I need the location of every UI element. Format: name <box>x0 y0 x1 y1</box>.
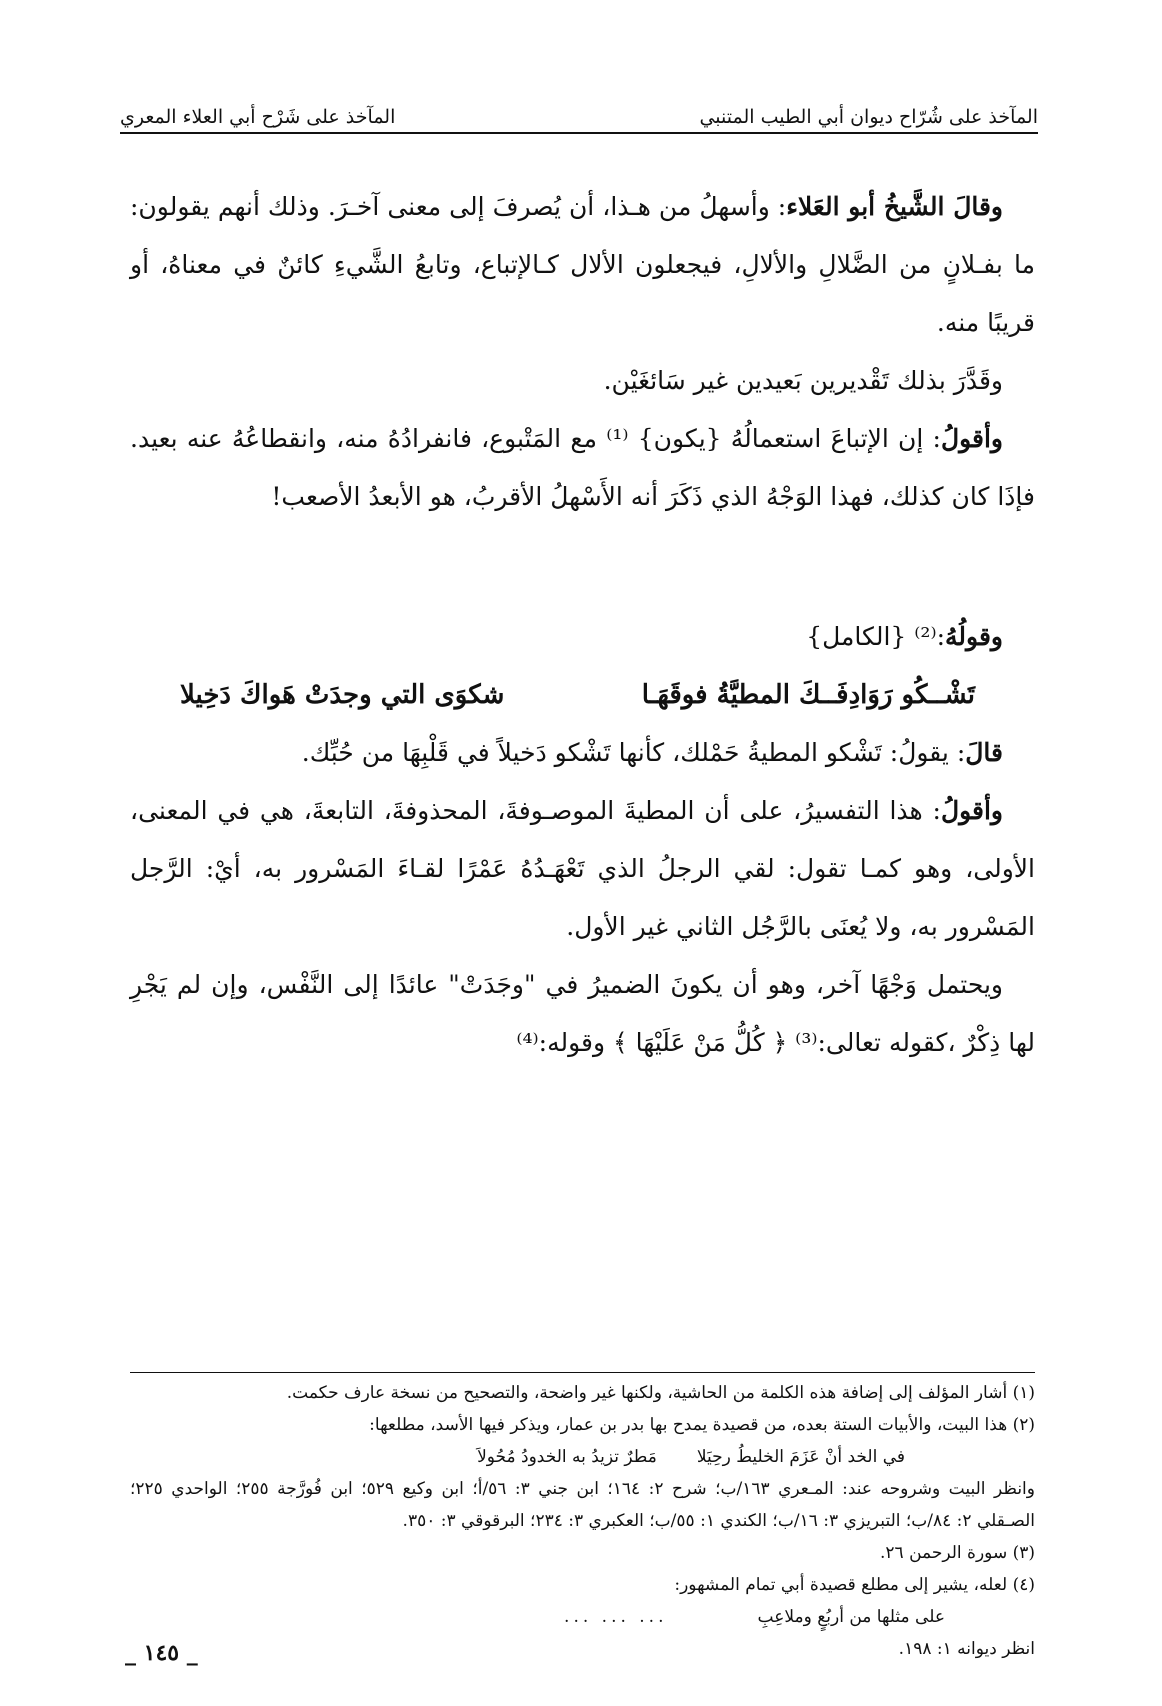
verse-second-hemistich: شكوَى التي وجدَتْ هَواكَ دَخِيلا <box>180 680 505 710</box>
poem-verse <box>130 666 1035 724</box>
footnote-4: (٤) لعله، يشير إلى مطلع قصيدة أبي تمام المشهور: <box>674 1575 1035 1595</box>
speaker-label: وقولُهُ <box>945 622 1003 651</box>
paragraph-7: ويحتمل وَجْهًا آخر، وهو أن يكونَ الضميرُ في "وجَدَتْ" عائدًا إلى النَّفْس، وإن لم يَجْرِ لها ذِكْرٌ ،كقوله تعالى:⁽³⁾ ﴿ كُلُّ مَنْ عَلَيْهَا ﴾ وقوله:⁽⁴⁾ <box>130 970 1035 1057</box>
footnote-4-verse: على مثلها من أربُعٍ وملاعِبِ ... ... ... <box>564 1607 945 1627</box>
footnote-2: (٢) هذا البيت، والأبيات الستة بعده، من قصيدة يمدح بها بدر بن عمار، ويذكر فيها الأسد، مطلعها: <box>369 1415 1035 1435</box>
header-section-title: المآخذ على شَرْح أبي العلاء المعري <box>120 106 396 128</box>
paragraph-3: وأقولُ: إن الإتباعَ استعمالُهُ {يكون} ⁽¹⁾ مع المَتْبوع، فانفرادُهُ منه، وانقطاعُهُ عنه بعيد. فإذَا كان كذلك، فهذا الوَجْهُ الذي ذَكَرَ أنه الأَسْهلُ الأقربُ، هو الأبعدُ الأصعب! <box>130 424 1035 511</box>
speaker-label: قالَ <box>965 738 1003 767</box>
page-number: _ ١٤٥ _ <box>125 1640 198 1666</box>
header-book-title: المآخذ على شُرّاح ديوان أبي الطيب المتنبي <box>699 106 1038 128</box>
footnote-2-references: وانظر البيت وشروحه عند: المـعري ١٦٣/ب؛ شرح ٢: ١٦٤؛ ابن جني ٣: ٥٦/أ؛ ابن وكيع ٥٢٩؛ ابن فُورَّجة ٢٥٥؛ الواحدي ٢٢٥؛ الصـقلي ٢: ٨٤/ب؛ التبريزي ٣: ١٦/ب؛ الكندي ١: ٥٥/ب؛ العكبري ٣: ٢٣٤؛ البرقوقي ٣: ٣٥٠. <box>130 1479 1035 1531</box>
footnote-3: (٣) سورة الرحمن ٢٦. <box>880 1543 1035 1563</box>
paragraph-2: وقَدَّرَ بذلك تَقْديرين بَعيدين غير سَائغَيْن. <box>603 366 1003 395</box>
footnotes <box>130 1372 1035 1665</box>
footnote-1: (١) أشار المؤلف إلى إضافة هذه الكلمة من الحاشية، ولكنها غير واضحة، والتصحيح من نسخة عارف حكمت. <box>286 1383 1035 1403</box>
footnote-4-reference: انظر ديوانه ١: ١٩٨. <box>898 1639 1035 1659</box>
verse-intro: وقولُهُ:⁽²⁾ {الكامل} <box>806 622 1003 651</box>
speaker-label: وأقولُ <box>940 424 1003 453</box>
paragraph-5: قالَ: يقولُ: تَشْكو المطيةُ حَمْلك، كأنها تَشْكو دَخيلاً في قَلْبِهَا من حُبِّك. <box>301 738 1003 767</box>
verse-first-hemistich: تَشْــكُو رَوَادِفَــكَ المطيَّةُ فوقَهَـا <box>641 680 975 710</box>
section-gap <box>130 526 1035 608</box>
paragraph-6: وأقولُ: هذا التفسيرُ، على أن المطيةَ الموصـوفةَ، المحذوفةَ، التابعةَ، هي في المعنى، الأولى، وهو كمـا تقول: لقي الرجلُ الذي تَعْهَـدُهُ عَمْرًا لقـاءَ المَسْرور به، أيْ: الرَّجل المَسْرور به، ولا يُعنَى بالرَّجُل الثاني غير الأول. <box>130 796 1035 941</box>
speaker-label: وقالَ الشَّيخُ أبو العَلاء <box>786 192 1004 221</box>
footnote-2-verse: في الخد أنْ عَزَمَ الخليطُ رحِيَلا مَطرٌ تزيدُ به الخدودُ مُحُولاَ <box>477 1447 905 1467</box>
paragraph-1: وقالَ الشَّيخُ أبو العَلاء: وأسهلُ من هـذا، أن يُصرفَ إلى معنى آخـرَ. وذلك أنهم يقولون: ما بفـلانٍ من الضَّلالِ والألالِ، فيجعلون الألال كـالإتباع، وتابعُ الشَّيءِ كائنٌ في معناهُ، أو قريبًا منه. <box>130 192 1035 337</box>
main-text <box>130 178 1035 1072</box>
running-header <box>120 90 1038 134</box>
speaker-label: وأقولُ <box>940 796 1003 825</box>
